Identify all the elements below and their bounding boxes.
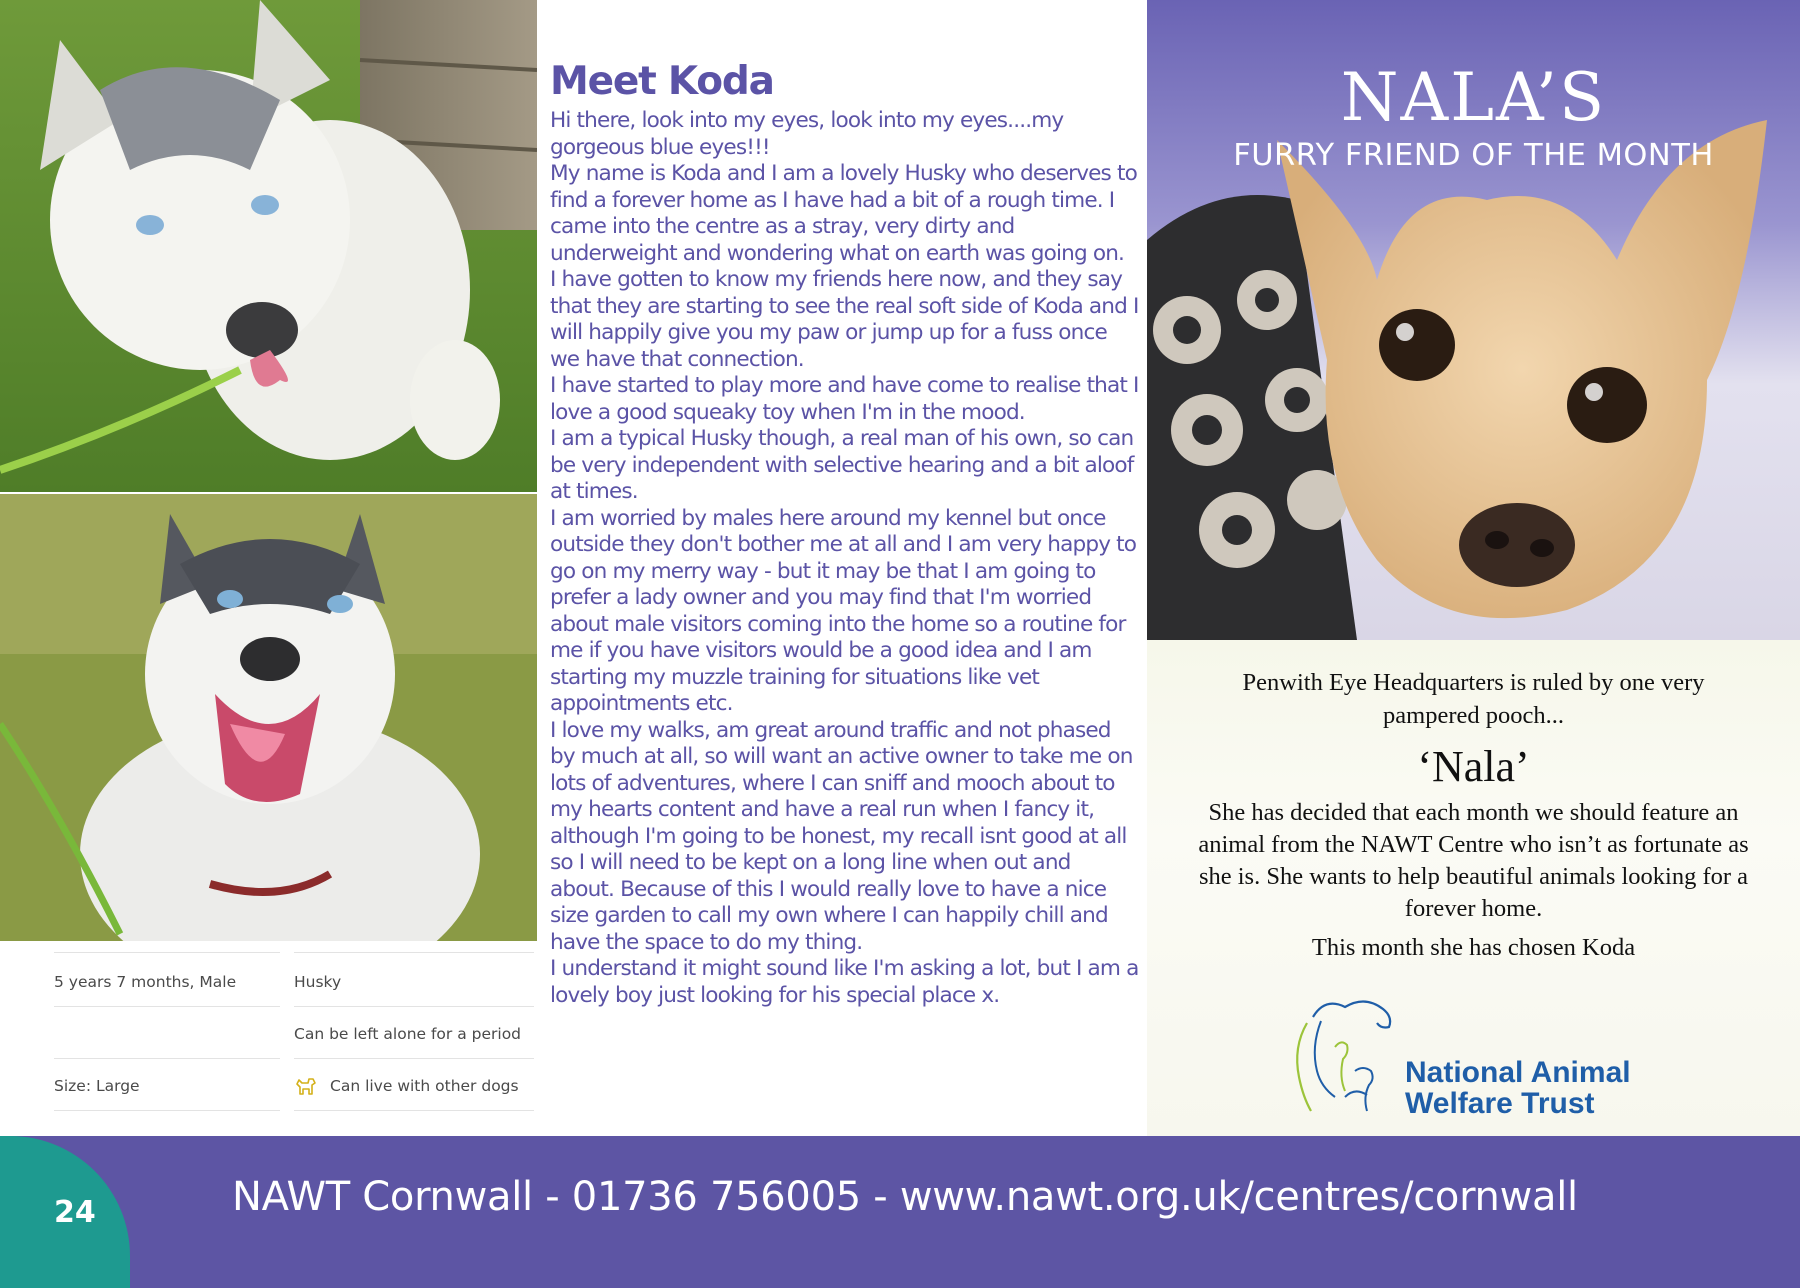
koda-story [550,108,1140,1009]
footer-bar [0,1136,1800,1288]
alone-text: Can be left alone for a period [294,1025,522,1043]
koda-story-column [550,56,1140,1009]
dogs-text: Can live with other dogs [330,1077,519,1095]
nala-chosen: This month she has chosen Koda [1311,934,1636,961]
size-text: Size: Large [54,1077,140,1095]
story-paragraph: My name is Koda and I am a lovely Husky who deserves to find a forever home as I have had a bit of a rough time. I came into the centre as a stray, very dirty and underweight and wondering what on earth was going on. [550,161,1137,266]
nala-title: NALA’S [1340,59,1607,136]
dog-icon [294,1074,318,1098]
nala-text-panel [1147,640,1800,1136]
nawt-logo [1285,987,1685,1127]
logo-line-2: Welfare Trust [1405,1087,1595,1120]
nala-subtitle: FURRY FRIEND OF THE MONTH [1233,138,1714,173]
story-paragraph: I have started to play more and have come to realise that I love a good squeaky toy when I'm in the mood. [550,373,1139,425]
age-sex-text: 5 years 7 months, Male [54,973,237,991]
story-paragraph: I love my walks, am great around traffic and not phased by much at all, so will want an active owner to take me on lots of adventures, where I can sniff and mooch about to my hearts content and have a real run when I fancy it, although I'm going to be honest, my recall isnt good at all so I will need to be kept on a long line when out and about. Because of this I would really love to have a nice size garden to call my own where I can happily chill and have the space to do my thing. [550,717,1133,955]
story-paragraph: I understand it might sound like I'm asking a lot, but I am a lovely boy just looking for his special place x. [550,956,1139,1008]
footer-contact: NAWT Cornwall - 01736 756005 - www.nawt.org.uk/centres/cornwall [232,1174,1578,1220]
story-paragraph: I have gotten to know my friends here now, and they say that they are starting to see the real soft side of Koda and I will happily give you my paw or jump up for a fuss once we have that connection. [550,267,1139,372]
nawt-animal-outline-icon [1285,987,1405,1127]
page-number: 24 [54,1195,96,1230]
logo-line-1: National Animal [1405,1056,1631,1089]
dogs-row [294,1064,534,1108]
nala-name: ‘Nala’ [1417,742,1530,791]
nala-intro: Penwith Eye Headquarters is ruled by one very pampered pooch... [1242,669,1705,729]
story-paragraph: I am a typical Husky though, a real man of his own, so can be very independent with selective hearing and a bit aloof at times. [550,426,1134,504]
story-paragraph: I am worried by males here around my kennel but once outside they don't bother me at all and I am very happy to go on my merry way - but it may be that I am going to prefer a lady owner and you may find that I'm worried about male visitors coming into the home so a routine for me if you have visitors would be a good idea and I am starting my muzzle training for situations like vet appointments etc. [550,505,1137,716]
koda-headline: Meet Koda [550,59,774,104]
koda-photo-bottom [0,494,537,941]
koda-photo-top [0,0,537,492]
koda-info-table [54,952,536,1112]
nala-decided: She has decided that each month we should feature an animal from the NAWT Centre who isn’t as fortunate as she is. She wants to help beautiful animals looking for a forever home. [1198,799,1749,922]
breed-text: Husky [294,973,342,991]
story-paragraph: Hi there, look into my eyes, look into my eyes....my gorgeous blue eyes!!! [550,108,1064,160]
